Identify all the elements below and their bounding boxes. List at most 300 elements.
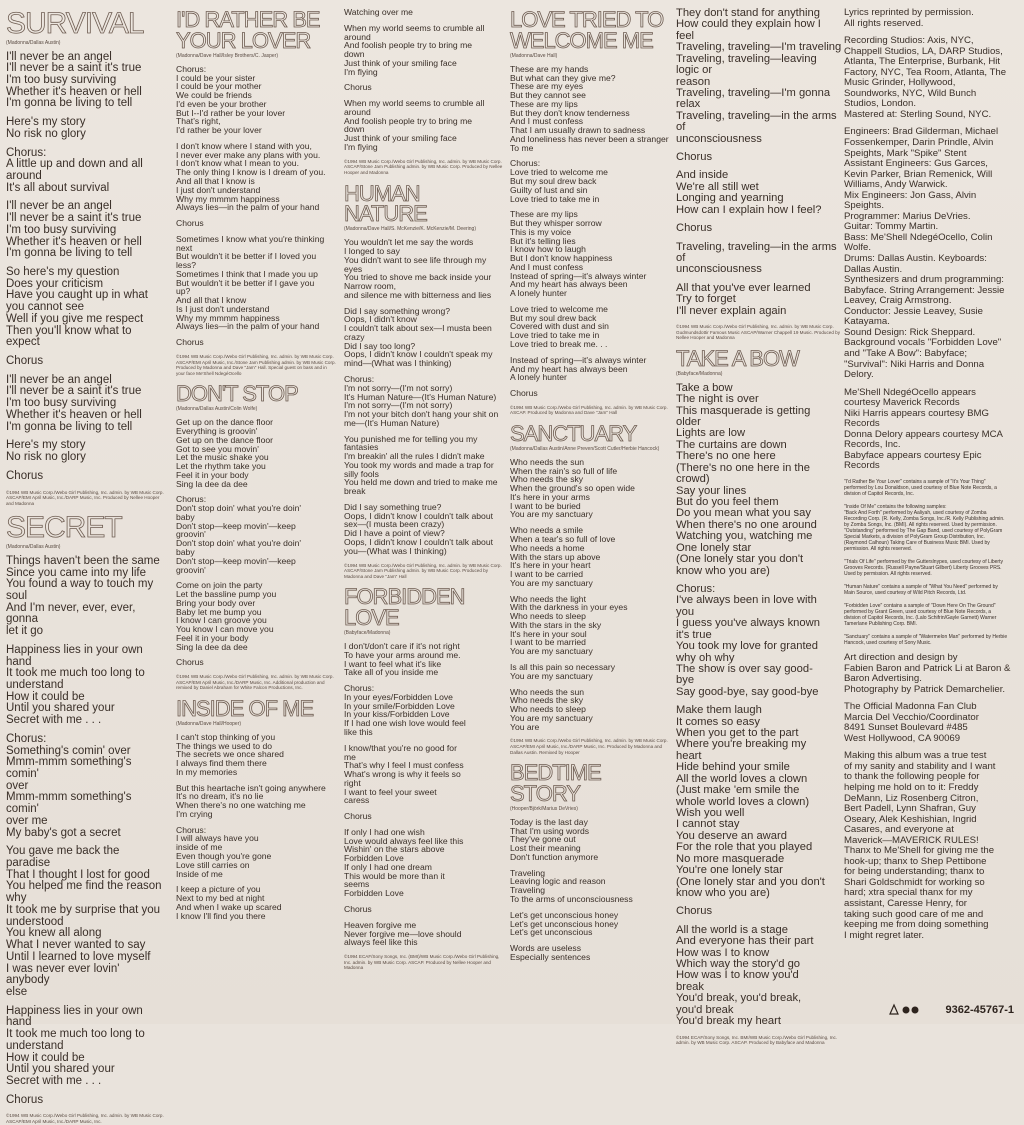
songwriter-credit: (Madonna/Dallas Austin) — [6, 543, 61, 550]
stanza — [6, 148, 166, 195]
lyric-line: "Human Nature" contains a sample of "What You Need" performed by — [844, 583, 998, 590]
lyric-line: Let's get unconscious — [510, 927, 593, 938]
song-title: SANCTUARY — [510, 421, 637, 446]
stanza — [176, 885, 336, 920]
lyric-line: Happiness lies in your own hand — [6, 643, 143, 668]
lyric-line: And I must confess — [510, 261, 584, 272]
lyric-line: Traveling, traveling—in the arms of — [676, 240, 837, 265]
lyric-line: It's here in your arms — [510, 491, 590, 502]
stanza — [6, 117, 166, 140]
lyric-line: Who needs the sun — [510, 686, 585, 697]
song-block — [176, 381, 336, 691]
lyric-line: Feel it in your body — [176, 469, 249, 480]
lyric-line: The Official Madonna Fan Club — [844, 701, 977, 713]
lyric-line: One lonely star — [676, 541, 752, 554]
lyric-line: Who needs to sleep — [510, 611, 586, 622]
lyric-line: Chorus — [176, 657, 204, 668]
lyric-line: I know I'll find you there — [176, 910, 266, 921]
song-block — [176, 7, 336, 376]
lyric-line: The show is over say good- — [676, 662, 813, 675]
lyric-line: Baron Advertising. — [844, 673, 922, 685]
lyric-line: Then you'll know what to — [6, 324, 132, 337]
lyric-line: Who needs to sleep — [510, 704, 586, 715]
stanza — [844, 8, 1020, 29]
lyric-line: Let's get unconscious honey — [510, 909, 619, 920]
lyric-line: "Survival": Niki Harris and Donna — [844, 358, 985, 370]
lyric-line: The night is over — [676, 393, 759, 406]
lyric-line: I never ever make any plans with you. — [176, 149, 321, 160]
lyric-line: Guilty of lust and sin — [510, 184, 588, 195]
lyric-line: Wolfe. — [844, 242, 872, 254]
lyric-line: Narrow room, — [344, 281, 397, 292]
lyric-line: I couldn't talk about sex—I musta been — [344, 323, 492, 334]
lyric-line: (One lonely star and you don't — [676, 875, 825, 888]
lyric-line: I don't know what I mean to you. — [176, 158, 299, 169]
lyric-line: These are my eyes — [510, 81, 584, 92]
lyric-line: know who you are) — [676, 564, 770, 577]
stanza — [510, 869, 672, 904]
lyric-line: You took my love for granted — [676, 640, 819, 653]
lyric-line: Lyrics reprinted by permission. — [844, 7, 974, 18]
lyric-line: How could they explain how I feel — [676, 18, 821, 42]
lyric-line: Thanx to Me'Shell for giving me the — [844, 845, 995, 857]
lyric-line: Have you caught up in what — [6, 289, 148, 302]
stanza — [6, 440, 166, 463]
lyric-line: mind—(What was I thinking) — [344, 358, 452, 369]
lyric-line: Special Markets, a division of PolyGram Group Distribution, Inc. — [844, 533, 985, 540]
lyric-line: And foolish people try to bring me — [344, 40, 473, 51]
lyric-line: me—(It's Human Nature) — [344, 417, 440, 428]
lyric-line: I'm flying — [344, 141, 378, 152]
lyric-line: (Just make 'em smile the — [676, 784, 800, 797]
stanza — [676, 8, 842, 145]
lyric-line: Chorus: — [344, 683, 375, 694]
lyric-line: division of Capitol Records, Inc. (Lalo Schifrin/Gayle Garnett) Warner — [844, 614, 997, 621]
lyric-line: And everyone has their part — [676, 935, 814, 948]
lyric-line: For the role that you played — [676, 841, 813, 854]
stanza — [176, 658, 336, 667]
stanza — [6, 1095, 166, 1107]
lyric-line: Did I say too long? — [344, 340, 416, 351]
lyric-line: I always find them there — [176, 758, 267, 769]
stanza — [344, 435, 506, 496]
lyric-line: I'm gonna be living to tell — [6, 420, 133, 433]
lyric-line: These are my lips — [510, 98, 578, 109]
lyric-line: Making this album was a true test — [844, 750, 987, 762]
lyric-line: A little up and down and all — [6, 158, 143, 171]
stanza — [676, 705, 842, 899]
lyric-line: That's why I feel I must confess — [344, 760, 464, 771]
lyric-line: always feel like this — [344, 937, 418, 948]
lyric-line: And I must confess — [510, 116, 584, 127]
lyric-line: Instead of spring—it's always winter — [510, 354, 647, 365]
lyric-line: sex—(I musta been crazy) — [344, 519, 445, 530]
lyric-line: Don't stop doin' what you're doin' — [176, 503, 302, 514]
lyric-line: Traveling — [510, 867, 546, 878]
songwriter-credit: (Madonna/Dave Hall/Isley Brothers/C. Jasper) — [176, 52, 278, 59]
lyric-line: older — [676, 416, 701, 429]
stanza — [510, 159, 672, 203]
lyric-line: Studios, London. — [844, 98, 917, 110]
lyric-line: Who needs the sky — [510, 695, 584, 706]
lyric-line: Chorus: — [176, 63, 207, 74]
lyric-line: That I am usually drawn to sadness — [510, 125, 646, 136]
stanza — [844, 702, 1020, 744]
lyric-line: Grooves Records. (Russell Payne/Stuart Gilbert) Liberty Grooves PRS. — [844, 564, 1002, 571]
stanza — [344, 307, 506, 368]
stanza — [676, 584, 842, 698]
lyric-line: Mastered at: Sterling Sound, NYC. — [844, 108, 992, 120]
lyric-line: But this heartache isn't going anywhere — [176, 782, 326, 793]
lyric-line: Chorus — [676, 905, 713, 918]
lyric-line: Leavey, Craig Armstrong. — [844, 295, 952, 307]
lyric-line: How can I explain how I feel? — [676, 203, 822, 216]
lyric-line: Chorus: — [6, 146, 47, 159]
lyric-line: My baby's got a secret — [6, 826, 121, 839]
lyric-line: When my world seems to crumble all — [344, 98, 485, 109]
lyric-line: Chorus — [676, 222, 713, 235]
lyric-line: There's no one here — [676, 450, 776, 463]
lyric-line: Did I say something wrong? — [344, 305, 451, 316]
lyric-line: When there's no one around — [676, 518, 817, 531]
lyric-line: Hide behind your smile — [676, 761, 790, 774]
stanza — [6, 1006, 166, 1088]
song-block — [510, 7, 672, 416]
record-label-logo-icon — [886, 1002, 920, 1016]
lyric-line: So here's my question — [6, 266, 120, 278]
stanza — [676, 906, 842, 917]
lyric-line: and silence me with bitterness and lies — [344, 289, 492, 300]
songwriter-credit: (Hooper/Björk/Marius DeVries) — [510, 805, 578, 812]
lyric-line: Babyface appears courtesy Epic — [844, 449, 982, 461]
lyric-line: Speights. — [844, 200, 885, 212]
lyric-line: me — [344, 751, 356, 762]
stanza — [844, 603, 1020, 627]
column-2 — [176, 8, 336, 994]
lyric-line: To the arms of unconsciousness — [510, 894, 633, 905]
lyric-line: whole world loves a clown) — [676, 795, 810, 808]
lyric-line: Everything is groovin' — [176, 426, 258, 437]
lyric-line: groovin' — [176, 529, 206, 540]
lyric-line: You wouldn't let me say the words — [344, 237, 474, 248]
lyric-line: Don't stop—keep movin'—keep — [176, 555, 296, 566]
lyric-line: like this — [344, 727, 373, 737]
lyric-line: Let the music shake you — [176, 452, 269, 463]
lyric-line: Sometimes I think that I made you up — [176, 268, 318, 279]
lyric-line: But wouldn't it be better if I loved you — [176, 251, 317, 262]
lyric-line: I'll never be a saint it's true — [6, 62, 142, 75]
lyric-line: You punished me for telling you my — [344, 433, 478, 444]
lyric-line: I know how to laugh — [510, 244, 586, 255]
lyric-line: You didn't want to see life through my eyes — [344, 254, 487, 274]
lyric-line: I could be your sister — [176, 72, 256, 83]
lyric-line: The things we used to do — [176, 740, 273, 751]
lyric-line: seems — [344, 879, 370, 890]
stanza — [6, 471, 166, 483]
lyric-line: I don't/don't care if it's not right — [344, 641, 460, 652]
lyric-line: Katayama. — [844, 316, 890, 328]
lyric-line: unconsciousness — [676, 132, 762, 145]
lyric-line: Forbidden Love — [344, 853, 404, 864]
lyric-line: Feel it in your body — [176, 632, 249, 643]
lyric-line: Here's my story — [6, 116, 86, 129]
lyric-line: But my soul drew back — [510, 312, 597, 323]
lyric-line: I'll never be a saint it's true — [6, 385, 142, 398]
lyric-line: You are — [510, 721, 540, 732]
lyric-line: But I don't know happiness — [510, 253, 613, 264]
lyric-line: Records, Inc. — [844, 439, 901, 451]
lyric-line: courtesy Maverick Records — [844, 397, 960, 409]
lyric-line: I know/that you're no good for — [344, 742, 457, 753]
lyric-line: Mmm-mmm something's comin' — [6, 756, 132, 780]
songwriter-credit: (Babyface/Madonna) — [344, 630, 391, 637]
songwriter-credit: (Madonna/Dave Hall/S. McKenzie/K. McKenzie/M. Deering) — [344, 226, 476, 233]
lyric-line: Fossenkemper, Darin Prindle, Alvin — [844, 137, 994, 149]
lyric-line: And all that I know is — [176, 175, 255, 186]
lyric-line: Mmm-mmm something's comin' — [6, 791, 132, 816]
lyric-line: Which way the story'd go — [676, 958, 801, 971]
lyric-line: Oops, I didn't know I couldn't talk about — [344, 537, 493, 548]
song-title: HUMAN NATURE — [344, 180, 427, 227]
lyric-line: Always lies—in the palm of your hand — [176, 321, 320, 332]
lyric-line: assistant, Caresse Henry, for — [844, 898, 967, 909]
lyric-line: You are my sanctuary — [510, 646, 593, 657]
song-block — [6, 511, 166, 1124]
column-1 — [6, 7, 166, 1124]
lyric-line: understood — [6, 915, 64, 928]
lyric-line: I want to be buried — [510, 500, 581, 511]
lyric-line: permission. All rights reserved. — [844, 545, 913, 552]
lyric-line: reason — [676, 75, 711, 88]
lyric-line: But it's telling lies — [510, 235, 576, 246]
lyric-line: bye — [676, 674, 695, 687]
copyright-notice: ©1994 WB Music Corp./Webo Girl Publishing, Inc. admin. by WB Music Corp. ASCAP. Produced by Madonna and Dave "Jam" Hall — [510, 404, 668, 416]
lyric-line: Art direction and design by — [844, 651, 958, 663]
lyric-line: You'd break, you'd break, — [676, 992, 802, 1005]
lyric-line: "Forbidden Love" contains a sample of "Down Here On The Ground" — [844, 602, 996, 609]
lyric-line: Bring your body over — [176, 597, 256, 608]
lyric-line: Is all this pain so necessary — [510, 661, 616, 672]
stanza — [6, 356, 166, 368]
lyric-line: I could be your mother — [176, 81, 262, 92]
lyric-line: Just think of your smiling face — [344, 133, 457, 144]
lyric-line: It's here in your soul — [510, 628, 587, 639]
lyric-line: These are my hands — [510, 63, 589, 74]
lyric-line: Why my mmmm happiness — [176, 193, 280, 204]
stanza — [176, 495, 336, 574]
lyric-line: Chorus: — [6, 732, 47, 745]
lyric-line: know who you are) — [676, 886, 770, 899]
lyric-line: else — [6, 985, 28, 998]
lyric-line: I cannot stay — [676, 818, 740, 831]
lyric-line: down — [344, 49, 365, 60]
lyric-line: keeping me from doing something — [844, 919, 989, 931]
lyric-line: you'd break — [676, 1003, 734, 1016]
lyric-line: Forbidden Love — [344, 888, 404, 899]
lyric-line: heart — [676, 749, 702, 762]
lyric-line: I'm breakin' all the rules I didn't make — [344, 451, 485, 462]
song-block — [676, 345, 842, 1046]
lyric-line: Chorus: — [176, 494, 207, 505]
lyric-line: division of Capitol Records, Inc. — [844, 490, 915, 497]
lyric-line: All the world is a stage — [676, 923, 788, 936]
lyric-line: Love tried to break me. . . — [510, 338, 608, 349]
lyric-line: I'm crying — [176, 808, 213, 819]
stanza — [510, 305, 672, 349]
lyric-line: I was never ever lovin' anybody — [6, 962, 120, 987]
stanza — [6, 846, 166, 998]
lyric-line: Bass: Me'Shell NdegéOcello, Colin — [844, 231, 993, 243]
lyric-line: I longed to say — [344, 246, 400, 257]
lyric-line: All the world loves a clown — [676, 772, 808, 785]
stanza — [344, 828, 506, 898]
lyric-line: And I'm never, ever, ever, gonna — [6, 601, 136, 626]
stanza — [344, 905, 506, 914]
lyric-line: caress — [344, 795, 370, 806]
lyric-line: Is I just don't understand — [176, 303, 270, 314]
lyric-line: baby — [176, 546, 195, 557]
stanza — [344, 921, 506, 947]
lyric-line: Chorus: — [176, 824, 207, 835]
lyric-line: of my sanity and stability and I want — [844, 760, 996, 772]
lyric-line: No risk no glory — [6, 127, 86, 140]
stanza — [510, 595, 672, 656]
lyric-line: You are my sanctuary — [510, 670, 593, 681]
lyric-line: Sing la dee da dee — [176, 478, 248, 489]
lyric-line: break — [676, 980, 704, 993]
lyric-line: Don't stop doin' what you're doin' — [176, 538, 302, 549]
lyric-line: That's right, — [176, 116, 221, 127]
lyric-line: How it could be — [6, 690, 85, 703]
lyric-line: Photography by Patrick Demarchelier. — [844, 683, 1006, 695]
lyric-line: to thank the following people for — [844, 771, 980, 783]
song-block — [676, 8, 842, 341]
lyric-line: it's true — [676, 628, 712, 641]
lyric-line: I know I can groove you — [176, 615, 267, 626]
lyric-line: Take a bow — [676, 381, 733, 394]
lyric-line: Let's get unconscious honey — [510, 918, 619, 929]
lyric-line: Love still carries on — [176, 859, 250, 870]
lyric-line: When my world seems to crumble all — [344, 22, 485, 33]
lyric-line: Make them laugh — [676, 704, 762, 717]
lyric-line: Did I have a point of view? — [344, 528, 445, 539]
lyric-line: I don't know where I stand with you, — [176, 140, 312, 151]
lyric-line: Speights, Mark "Spike" Stent — [844, 147, 967, 159]
lyric-line: taking such good care of me and — [844, 908, 984, 920]
lyric-line: by Zomba Songs, Inc. (BMI). All rights reserved. Used by permission. — [844, 521, 997, 528]
lyric-line: But I--I'd rather be your lover — [176, 107, 286, 118]
lyric-line: Shari Goldschmidt for working so — [844, 876, 985, 888]
lyric-line: Baby let me bump you — [176, 606, 262, 617]
lyric-line: A lonely hunter — [510, 288, 567, 299]
lyric-line: Things haven't been the same — [6, 554, 160, 567]
lyric-line: Who needs a home — [510, 542, 585, 553]
lyric-line: Kevin Parker, Brian Remenick, Will — [844, 168, 993, 180]
lyric-line: Mix Engineers: Jon Gass, Alvin — [844, 189, 977, 201]
lyric-line: But they whisper sorrow — [510, 218, 602, 229]
sample-credits — [844, 479, 1020, 646]
lyric-line: In your eyes/Forbidden Love — [344, 691, 453, 702]
lyric-line: Love tried to welcome me — [510, 167, 608, 178]
stanza — [176, 581, 336, 651]
lyric-line: I'll never explain again — [676, 304, 787, 317]
lyric-line: If only I had one wish — [344, 826, 425, 837]
stanza — [6, 375, 166, 434]
lyric-line: Words are useless — [510, 943, 582, 954]
lyric-line: When you get to the part — [676, 727, 799, 740]
lyric-line: What's wrong is why it feels so — [344, 769, 461, 780]
lyric-line: Covered with dust and sin — [510, 321, 609, 332]
lyric-line: Sound Design: Rick Sheppard. — [844, 326, 976, 338]
stanza — [176, 338, 336, 347]
lyric-line: Traveling, traveling—leaving logic or — [676, 52, 817, 77]
lyric-line: Bert Padell, Lynn Shafran, Guy — [844, 803, 976, 815]
lyric-line: around — [344, 106, 371, 117]
lyric-line: All rights reserved. — [844, 17, 924, 29]
lyric-line: I'd rather be your lover — [176, 125, 262, 136]
lyric-line: To have your arms around me. — [344, 649, 461, 660]
lyric-line: Synthesizers and drum programming: — [844, 274, 1004, 286]
song-block — [344, 8, 506, 176]
lyric-line: I'm not your bitch don't hang your shit on — [344, 409, 499, 420]
lyric-line: silly fools — [344, 468, 379, 479]
catalog-number: 9362-45767-1 — [945, 1004, 1014, 1016]
lyric-line: Chorus: — [510, 158, 541, 169]
stanza — [176, 418, 336, 488]
stanza — [6, 556, 166, 638]
lyric-line: Something's comin' over — [6, 744, 131, 757]
lyric-line: A lonely hunter — [510, 372, 567, 383]
lyric-line: Oseary, Alek Keshishian, Ingrid — [844, 813, 977, 825]
lyric-line: (Raymond Calhoun) Taking Care of Business Music BMI. Used by — [844, 539, 990, 546]
lyric-line: If only I had one dream — [344, 861, 432, 872]
lyric-line: This masquerade is getting — [676, 404, 811, 417]
lyric-line: Whether it's heaven or hell — [6, 408, 142, 421]
lyric-line: over me — [6, 814, 48, 827]
lyric-line: Love tried to take me in — [510, 330, 600, 341]
lyric-line: for being understanding; thanx to — [844, 866, 985, 878]
lyric-line: Wishin' on the stars above — [344, 844, 445, 855]
stanza — [344, 744, 506, 805]
song-title: SURVIVAL — [6, 7, 144, 40]
lyric-line: I want to be carried — [510, 569, 584, 580]
lyric-line: why — [6, 892, 27, 905]
lyric-line: In your kiss/Forbidden Love — [344, 709, 450, 720]
lyric-line: (There's no one here in the — [676, 461, 810, 474]
lyric-line: You took my words and made a trap for — [344, 459, 494, 470]
song-block — [510, 760, 672, 962]
lyric-line: And my heart has always been — [510, 363, 628, 374]
lyric-line: Come on join the party — [176, 580, 263, 591]
lyric-line: Drums: Dallas Austin. Keyboards: — [844, 253, 987, 265]
lyric-line: Fabien Baron and Patrick Li at Baron & — [844, 662, 1011, 674]
lyric-line: It's all about survival — [6, 181, 110, 194]
lyric-line: You're one lonely star — [676, 864, 783, 877]
lyric-line: I will always have you — [176, 833, 259, 844]
lyric-line: These are my lips — [510, 209, 578, 220]
lyric-line: That I'm using words — [510, 825, 590, 836]
lyric-line: Leaving logic and reason — [510, 876, 606, 887]
song-title: I'D RATHER BE YOUR LOVER — [176, 7, 320, 53]
lyric-line: Babyface. String Arrangement: Jessie — [844, 284, 1005, 296]
lyric-line: I'm too busy surviving — [6, 73, 117, 86]
lyric-line: I'd even be your brother — [176, 98, 267, 109]
lyric-line: This is my voice — [510, 226, 572, 237]
stanza — [844, 653, 1020, 695]
lyric-line: Don't stop—keep movin'—keep — [176, 520, 296, 531]
lyric-line: "Trials Of Life" performed by the Gutterslnypes, used courtesy of Liberty — [844, 558, 1003, 565]
lyric-line: Chorus: — [676, 582, 716, 595]
